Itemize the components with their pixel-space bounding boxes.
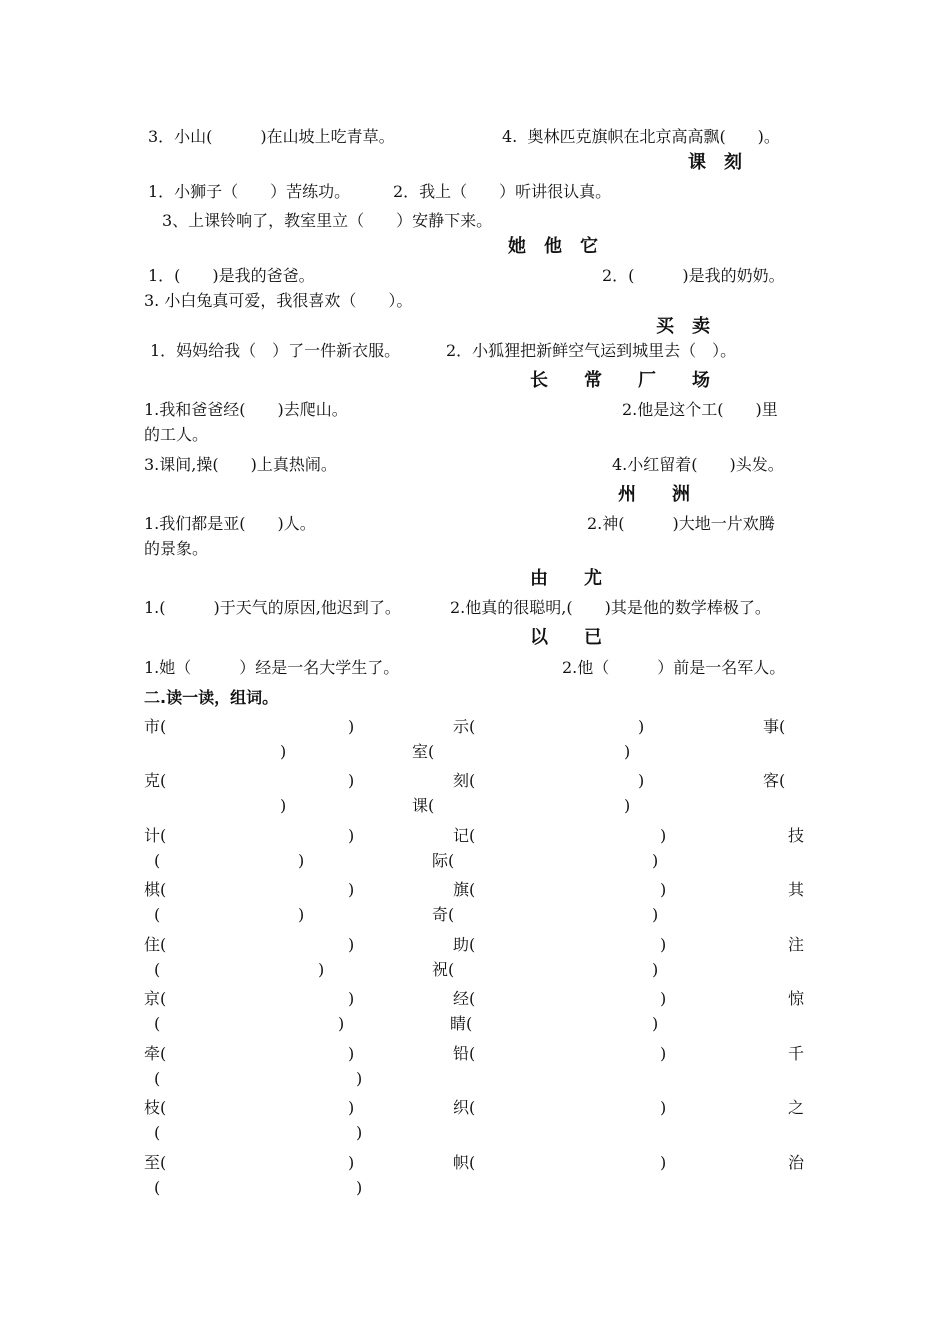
paren-close: ) xyxy=(660,1098,667,1117)
paren-close: ) xyxy=(356,1178,363,1197)
word-prompt: 旗( xyxy=(453,880,476,899)
heading-chang: 长 常 厂 场 xyxy=(530,370,710,391)
paren-open: ( xyxy=(154,1123,161,1142)
word-prompt: 牵( xyxy=(144,1044,167,1063)
paren-close: ) xyxy=(348,826,355,845)
paren-close: ) xyxy=(356,1123,363,1142)
sentence-mom: 1．妈妈给我（ ）了一件新衣服。 xyxy=(150,341,401,360)
word-prompt: 事( xyxy=(763,717,786,736)
sentence-fox: 2．小狐狸把新鲜空气运到城里去（ ）。 xyxy=(446,341,737,360)
paren-close: ) xyxy=(638,717,645,736)
word-prompt: 课( xyxy=(412,796,435,815)
sentence-lion: 1．小狮子（ ）苦练功。 xyxy=(148,182,351,201)
word-prompt: 克( xyxy=(144,771,167,790)
word-prompt: 织( xyxy=(453,1098,476,1117)
paren-open: ( xyxy=(154,905,161,924)
word-prompt: 市( xyxy=(144,717,167,736)
paren-close: ) xyxy=(338,1014,345,1033)
paren-open: ( xyxy=(154,960,161,979)
word-prompt: 室( xyxy=(412,742,435,761)
word-prompt: 计( xyxy=(144,826,167,845)
paren-close: ) xyxy=(660,1153,667,1172)
word-prompt: 至( xyxy=(144,1153,167,1172)
word-prompt: 惊 xyxy=(788,989,805,1008)
heading-you: 由 尤 xyxy=(530,568,602,589)
word-prompt: 奇( xyxy=(432,905,455,924)
paren-close: ) xyxy=(348,1044,355,1063)
word-prompt: 千 xyxy=(788,1044,805,1063)
paren-close: ) xyxy=(624,742,631,761)
word-prompt: 其 xyxy=(788,880,805,899)
word-prompt: 客( xyxy=(763,771,786,790)
paren-close: ) xyxy=(348,1153,355,1172)
word-prompt: 铅( xyxy=(453,1044,476,1063)
heading-ta-ta-ta: 她 他 它 xyxy=(508,236,598,257)
heading-zhou: 州 洲 xyxy=(618,484,690,505)
sentence-grandma: 2．( )是我的奶奶。 xyxy=(602,266,785,285)
word-prompt: 治 xyxy=(788,1153,805,1172)
paren-close: ) xyxy=(348,935,355,954)
paren-close: ) xyxy=(652,851,659,870)
sentence-soldier: 2.他（ ）前是一名军人。 xyxy=(562,658,786,677)
paren-close: ) xyxy=(318,960,325,979)
word-prompt: 际( xyxy=(432,851,455,870)
paren-close: ) xyxy=(348,1098,355,1117)
sentence-land: 2.神( )大地一片欢腾 xyxy=(587,514,775,533)
heading-mai-mai: 买 卖 xyxy=(656,316,710,337)
paren-open: ( xyxy=(154,1178,161,1197)
paren-close: ) xyxy=(348,880,355,899)
word-prompt: 记( xyxy=(453,826,476,845)
word-prompt: 住( xyxy=(144,935,167,954)
word-prompt: 示( xyxy=(453,717,476,736)
paren-close: ) xyxy=(280,742,287,761)
sentence-playground: 3.课间,操( )上真热闹。 xyxy=(144,455,337,474)
word-prompt: 祝( xyxy=(432,960,455,979)
word-prompt: 京( xyxy=(144,989,167,1008)
paren-close: ) xyxy=(624,796,631,815)
word-prompt: 棋( xyxy=(144,880,167,899)
sentence-class: 2．我上（ ）听讲很认真。 xyxy=(393,182,612,201)
paren-close: ) xyxy=(660,826,667,845)
word-prompt: 经( xyxy=(453,989,476,1008)
paren-close: ) xyxy=(356,1069,363,1088)
paren-close: ) xyxy=(348,989,355,1008)
word-prompt: 刻( xyxy=(453,771,476,790)
sentence-hair: 4.小红留着( )头发。 xyxy=(612,455,784,474)
heading-yi: 以 已 xyxy=(530,627,602,648)
paren-close: ) xyxy=(348,771,355,790)
sentence-climb: 1.我和爸爸经( )去爬山。 xyxy=(144,400,348,419)
paren-close: ) xyxy=(638,771,645,790)
word-prompt: 技 xyxy=(788,826,805,845)
sentence-student: 1.她（ ）经是一名大学生了。 xyxy=(144,658,400,677)
sentence-xiaoshan: 3．小山( )在山坡上吃青草。 xyxy=(148,127,395,146)
sentence-bell: 3、上课铃响了，教室里立（ ）安静下来。 xyxy=(162,211,493,230)
sentence-land-cont: 的景象。 xyxy=(144,539,209,558)
paren-open: ( xyxy=(154,851,161,870)
sentence-factory: 2.他是这个工( )里 xyxy=(622,400,778,419)
sentence-factory-cont: 的工人。 xyxy=(144,425,209,444)
sentence-rabbit: 3. 小白兔真可爱，我很喜欢（ ）。 xyxy=(144,291,413,310)
section-title-word-groups: 二.读一读，组词。 xyxy=(144,688,279,707)
paren-open: ( xyxy=(154,1069,161,1088)
word-prompt: 注 xyxy=(788,935,805,954)
sentence-olympic-flag: 4. 奥林匹克旗帜在北京高高飘( )。 xyxy=(502,127,780,146)
word-prompt: 枝( xyxy=(144,1098,167,1117)
word-prompt: 助( xyxy=(453,935,476,954)
paren-close: ) xyxy=(652,905,659,924)
paren-close: ) xyxy=(652,1014,659,1033)
heading-ke-ke: 课 刻 xyxy=(688,152,742,173)
sentence-asia: 1.我们都是亚( )人。 xyxy=(144,514,316,533)
paren-close: ) xyxy=(660,989,667,1008)
paren-close: ) xyxy=(652,960,659,979)
paren-close: ) xyxy=(660,1044,667,1063)
sentence-weather: 1.( )于天气的原因,他迟到了。 xyxy=(144,598,401,617)
paren-close: ) xyxy=(298,905,305,924)
paren-close: ) xyxy=(660,935,667,954)
paren-close: ) xyxy=(660,880,667,899)
word-prompt: 之 xyxy=(788,1098,805,1117)
word-prompt: 帜( xyxy=(453,1153,476,1172)
paren-close: ) xyxy=(280,796,287,815)
paren-open: ( xyxy=(154,1014,161,1033)
word-prompt: 睛( xyxy=(450,1014,473,1033)
sentence-dad: 1．( )是我的爸爸。 xyxy=(148,266,315,285)
paren-close: ) xyxy=(348,717,355,736)
paren-close: ) xyxy=(298,851,305,870)
sentence-math: 2.他真的很聪明,( )其是他的数学棒极了。 xyxy=(450,598,771,617)
